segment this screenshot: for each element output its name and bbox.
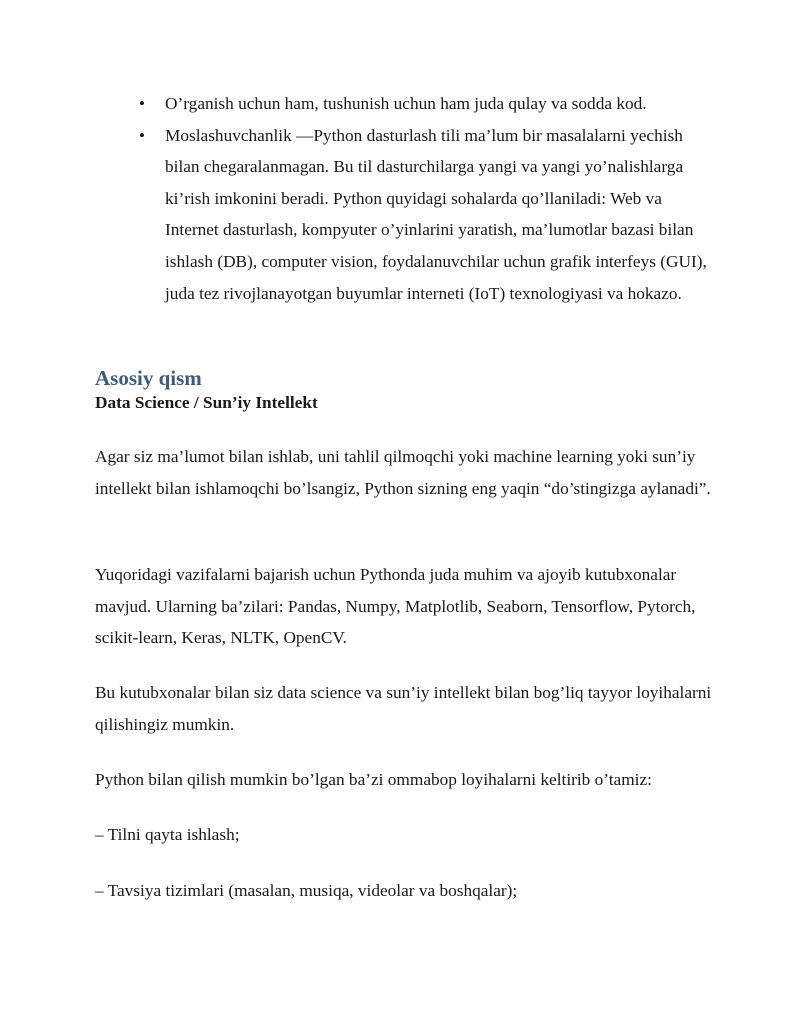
paragraph: Bu kutubxonalar bilan siz data science va sun’iy intellekt bilan bog’liq tayyor loyihalarni qilishingiz mumkin. (95, 683, 712, 734)
paragraph: Python bilan qilish mumkin bo’lgan ba’zi ommabop loyihalarni keltirib o’tamiz: (95, 770, 652, 789)
list-item (95, 88, 715, 120)
section-subheading: Data Science / Sun’iy Intellekt (95, 393, 318, 412)
bullet-icon: • (139, 94, 145, 113)
paragraph: Yuqoridagi vazifalarni bajarish uchun Pythonda juda muhim va ajoyib kutubxonalar mavjud. Ularning ba’zilari: Pandas, Numpy, Matplotlib, Seaborn, Tensorflow, Pytorch, scikit-learn, Keras, NLTK, OpenCV. (95, 565, 696, 648)
paragraph: Agar siz ma’lumot bilan ishlab, uni tahlil qilmoqchi yoki machine learning yoki sun’iy intellekt bilan ishlamoqchi bo’lsangiz, Python sizning eng yaqin “do’stingizga aylanadi”. (95, 447, 711, 498)
bullet-icon: • (139, 125, 145, 145)
section-heading: Asosiy qism (95, 366, 202, 390)
list-item-text: O’rganish uchun ham, tushunish uchun ham juda qulay va sodda kod. (165, 94, 647, 113)
list-item (95, 120, 715, 310)
list-item-text: Moslashuvchanlik —Python dasturlash tili ma’lum bir masalalarni yechish bilan chegaralanmagan. Bu til dasturchilarga yangi va yangi yo’nalishlarga ki’rish imkonini beradi. Python quyidagi sohalarda qo’llaniladi: Web va Internet dasturlash, kompyuter o’yinlarini yaratish, ma’lumotlar bazasi bilan ishlash (DB), computer vision, foydalanuvchilar uchun grafik interfeys (GUI), juda tez rivojlanayotgan buyumlar interneti (IoT) texnologiyasi va hokazo. (165, 125, 707, 303)
dash-item: – Tilni qayta ishlash; (95, 825, 240, 844)
dash-item: – Tavsiya tizimlari (masalan, musiqa, videolar va boshqalar); (95, 881, 518, 900)
bullet-list (95, 88, 715, 309)
